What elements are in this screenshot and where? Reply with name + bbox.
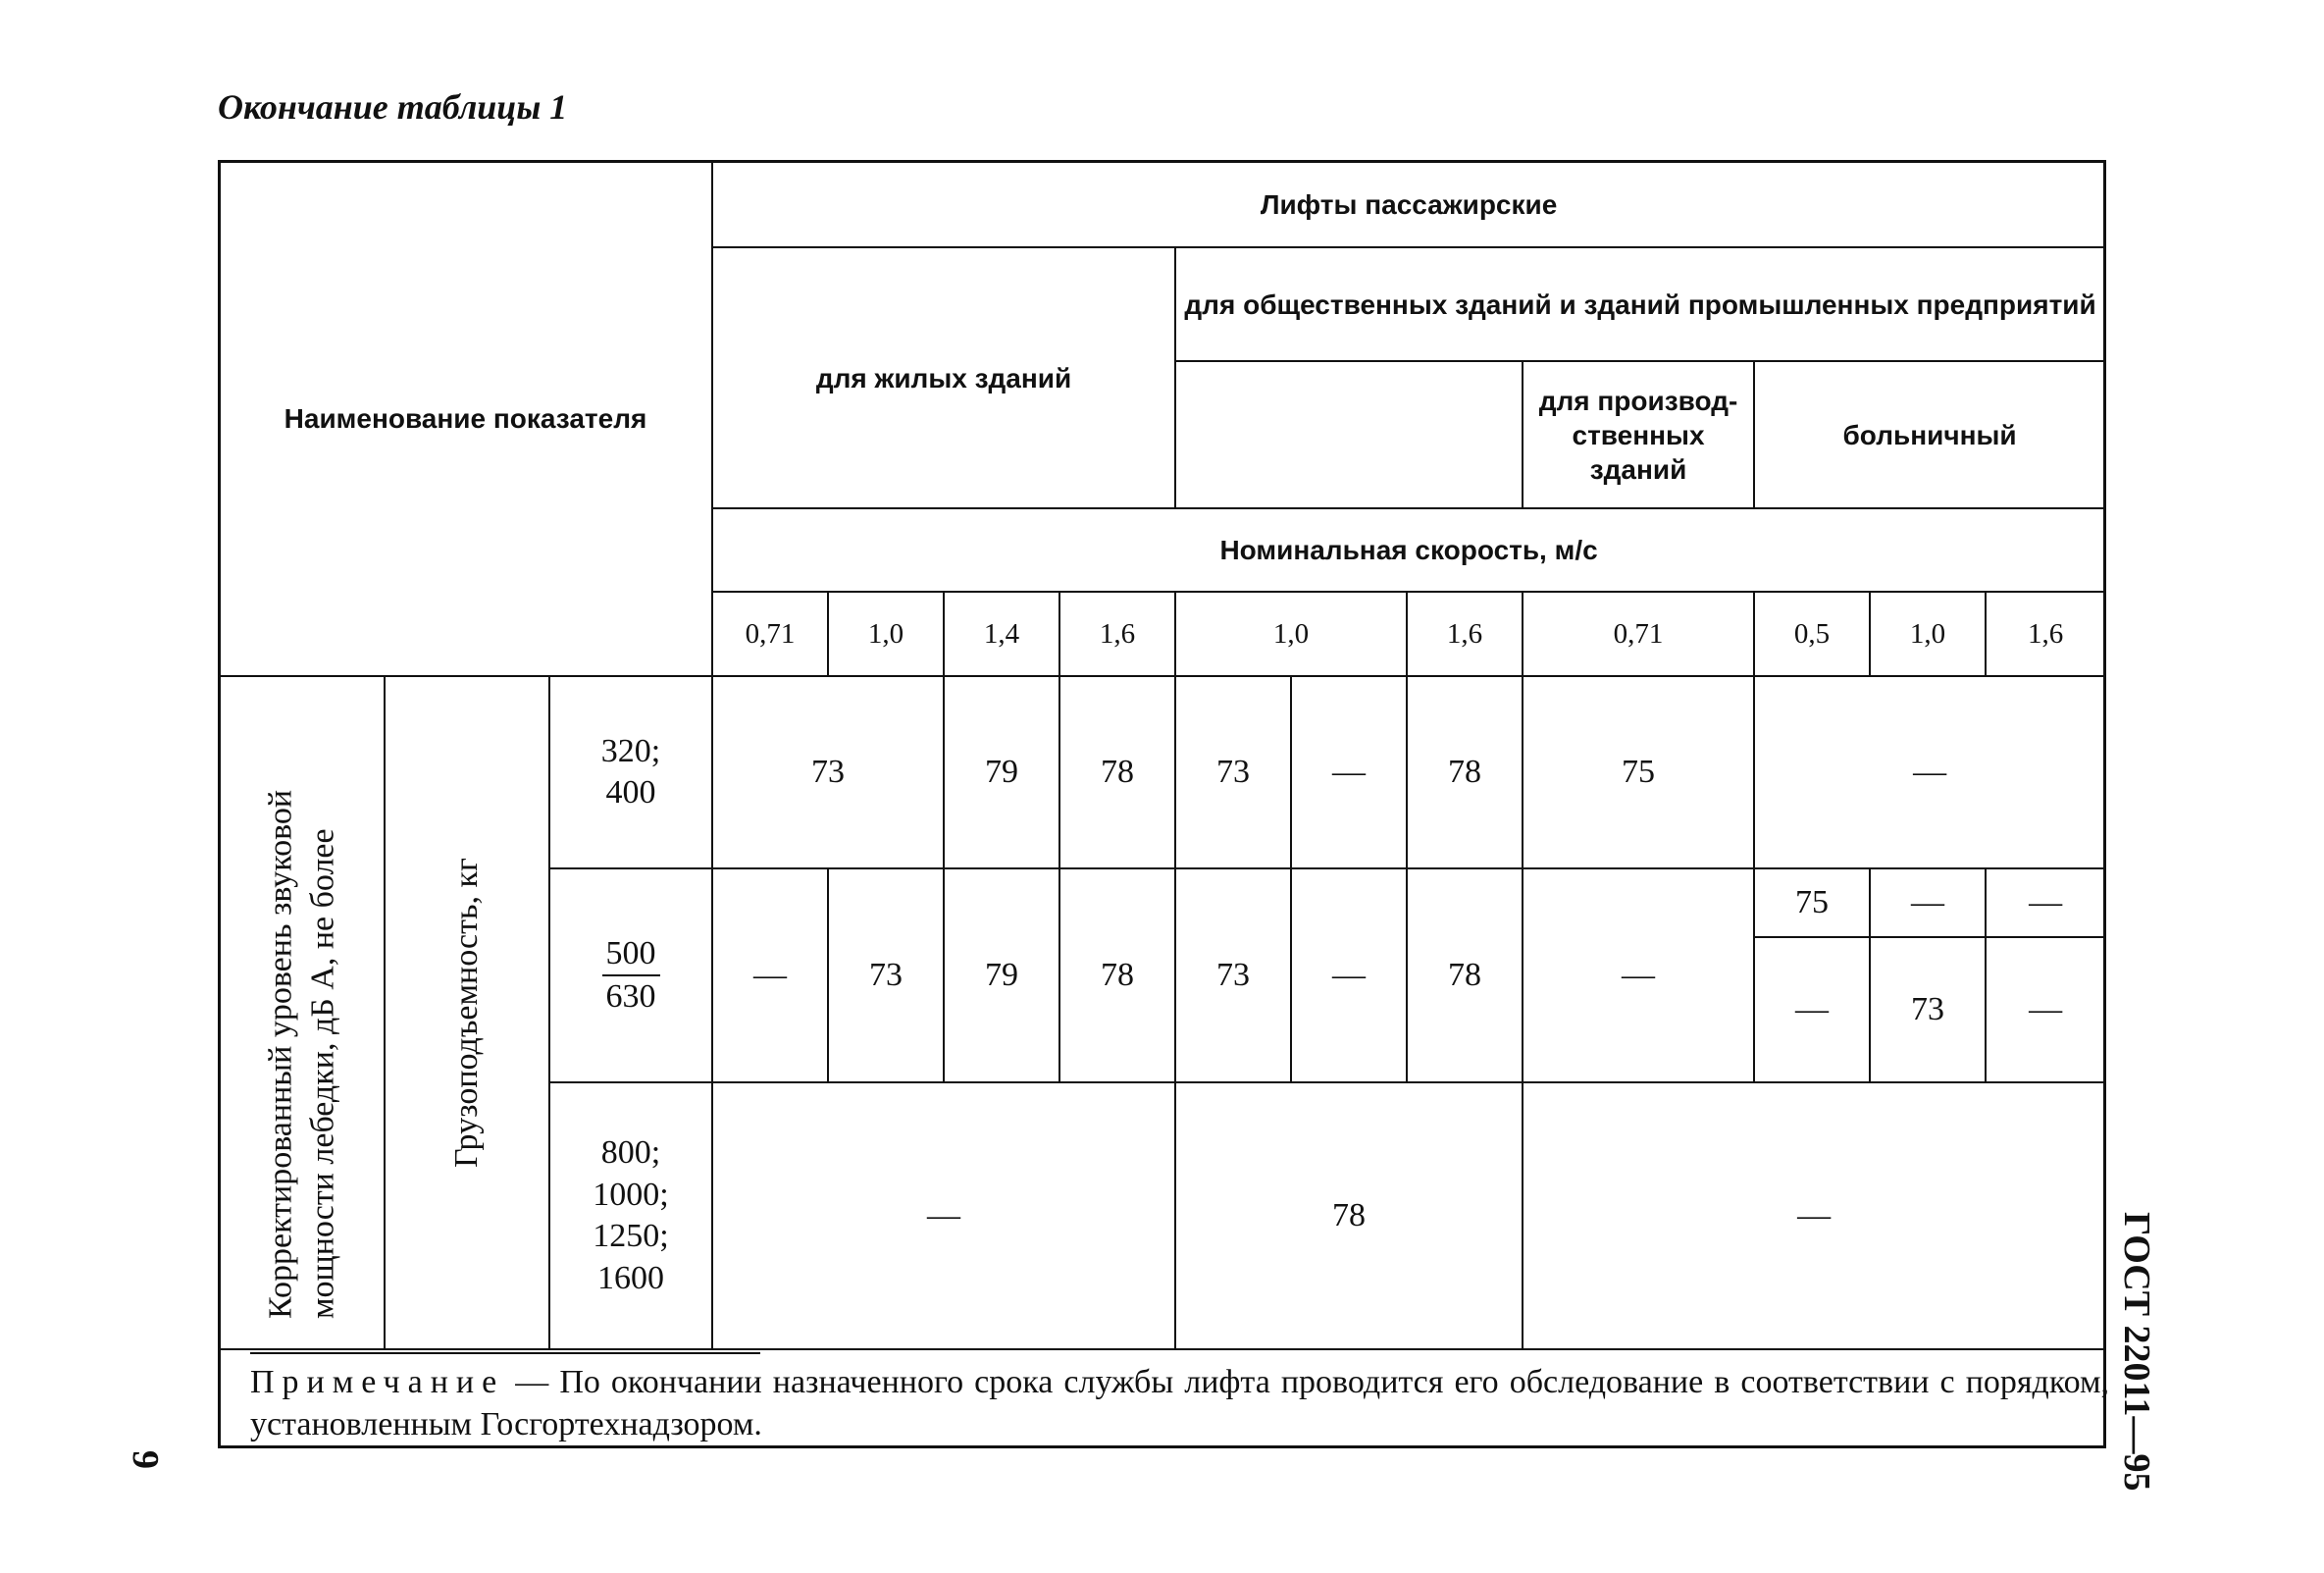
speed-cell: 1,0 [1175, 592, 1407, 676]
value-cell: 79 [944, 868, 1059, 1082]
header-passenger-lifts: Лифты пассажирские [712, 161, 2105, 247]
row-label-capacity [385, 676, 549, 1349]
load-cell-fraction [549, 868, 712, 1082]
value-cell: 79 [944, 676, 1059, 868]
header-public-empty [1175, 361, 1523, 508]
value-cell: — [1291, 868, 1407, 1082]
speed-cell: 1,6 [1059, 592, 1175, 676]
note-separator [250, 1352, 760, 1354]
value-cell: — [1986, 937, 2105, 1082]
header-nominal-speed: Номинальная скорость, м/с [712, 508, 2105, 592]
header-production: для производ-ственных зданий [1523, 361, 1754, 508]
value-cell: — [1523, 868, 1754, 1082]
load-cell: 800; 1000; 1250; 1600 [549, 1082, 712, 1349]
value-cell: — [712, 868, 828, 1082]
value-cell: — [1754, 676, 2105, 868]
value-cell: — [1523, 1082, 2105, 1349]
table-caption: Окончание таблицы 1 [218, 87, 568, 127]
value-cell: 78 [1407, 676, 1523, 868]
value-cell: 78 [1407, 868, 1523, 1082]
note-label: Примечание [250, 1364, 505, 1400]
value-cell: 75 [1523, 676, 1754, 868]
table-note [250, 1362, 2109, 1445]
value-cell: 78 [1059, 676, 1175, 868]
value-cell: 73 [712, 676, 944, 868]
speed-cell: 1,6 [1986, 592, 2105, 676]
header-residential: для жилых зданий [712, 247, 1175, 508]
value-cell: — [1291, 676, 1407, 868]
value-cell: 78 [1059, 868, 1175, 1082]
value-cell: 73 [1175, 676, 1291, 868]
header-public-industrial: для общественных зданий и зданий промышленных предприятий [1175, 247, 2105, 361]
header-param-name: Наименование показателя [219, 161, 712, 676]
speed-cell: 0,71 [712, 592, 828, 676]
capacity-text: Грузоподъемность, кг [447, 858, 485, 1168]
value-cell: — [1754, 937, 1870, 1082]
data-table [218, 160, 2106, 1350]
speed-cell: 1,0 [1870, 592, 1986, 676]
document-code: ГОСТ 22011—95 [2116, 1212, 2157, 1492]
row-label-indicator [219, 676, 385, 1349]
value-cell: 78 [1175, 1082, 1523, 1349]
speed-cell: 0,71 [1523, 592, 1754, 676]
value-cell: — [712, 1082, 1175, 1349]
value-cell: 75 [1754, 868, 1870, 937]
speed-cell: 1,6 [1407, 592, 1523, 676]
note-text: — По окончании назначенного срока службы лифта проводится его обследование в соответствии с порядком, установленным Госгортехнадзором. [250, 1364, 2109, 1442]
load-cell: 320; 400 [549, 676, 712, 868]
page-number: 9 [125, 1450, 166, 1469]
speed-cell: 1,4 [944, 592, 1059, 676]
header-hospital: больничный [1754, 361, 2105, 508]
value-cell: 73 [828, 868, 944, 1082]
value-cell: — [1870, 868, 1986, 937]
speed-cell: 1,0 [828, 592, 944, 676]
value-cell: — [1986, 868, 2105, 937]
value-cell: 73 [1870, 937, 1986, 1082]
load-numerator: 500 [602, 933, 660, 977]
speed-cell: 0,5 [1754, 592, 1870, 676]
load-denominator: 630 [605, 978, 656, 1015]
value-cell: 73 [1175, 868, 1291, 1082]
indicator-text: Корректированный уровень звуковой мощности лебедки, дБ А, не более [262, 789, 340, 1319]
